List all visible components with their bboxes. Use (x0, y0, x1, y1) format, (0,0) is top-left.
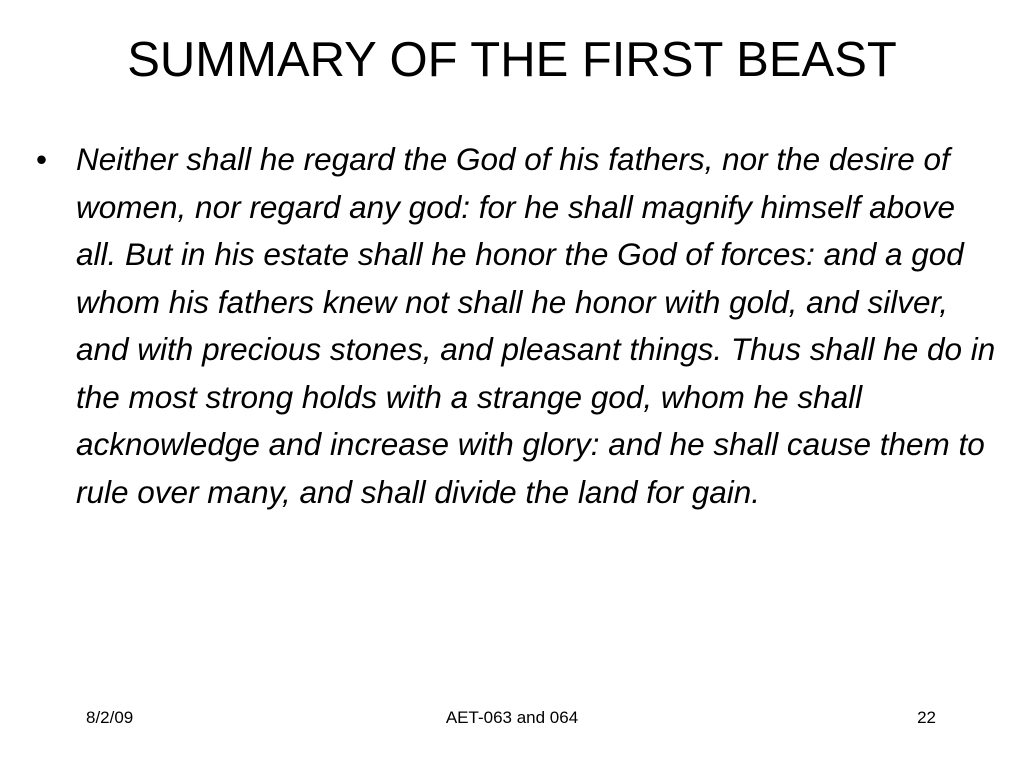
bullet-text: Neither shall he regard the God of his fathers, nor the desire of women, nor regard any god: for he shall magnify himself above all. But in his estate shall he honor the God of forces: and a god whom his fathers knew not shall he honor with gold, and silver, and with precious stones, and pleasant things. Thus shall he do in the most strong holds with a strange god, whom he shall acknowledge and increase with glory: and he shall cause them to rule over many, and shall divide the land for gain. (76, 141, 996, 510)
bullet-list (30, 136, 1000, 516)
bullet-item (30, 136, 1000, 516)
footer-page-number: 22 (917, 708, 936, 727)
footer-date: 8/2/09 (86, 708, 134, 727)
footer-center-text: AET-063 and 064 (445, 708, 579, 727)
bullet-icon: • (36, 141, 48, 177)
slide-title: SUMMARY OF THE FIRST BEAST (127, 33, 897, 87)
